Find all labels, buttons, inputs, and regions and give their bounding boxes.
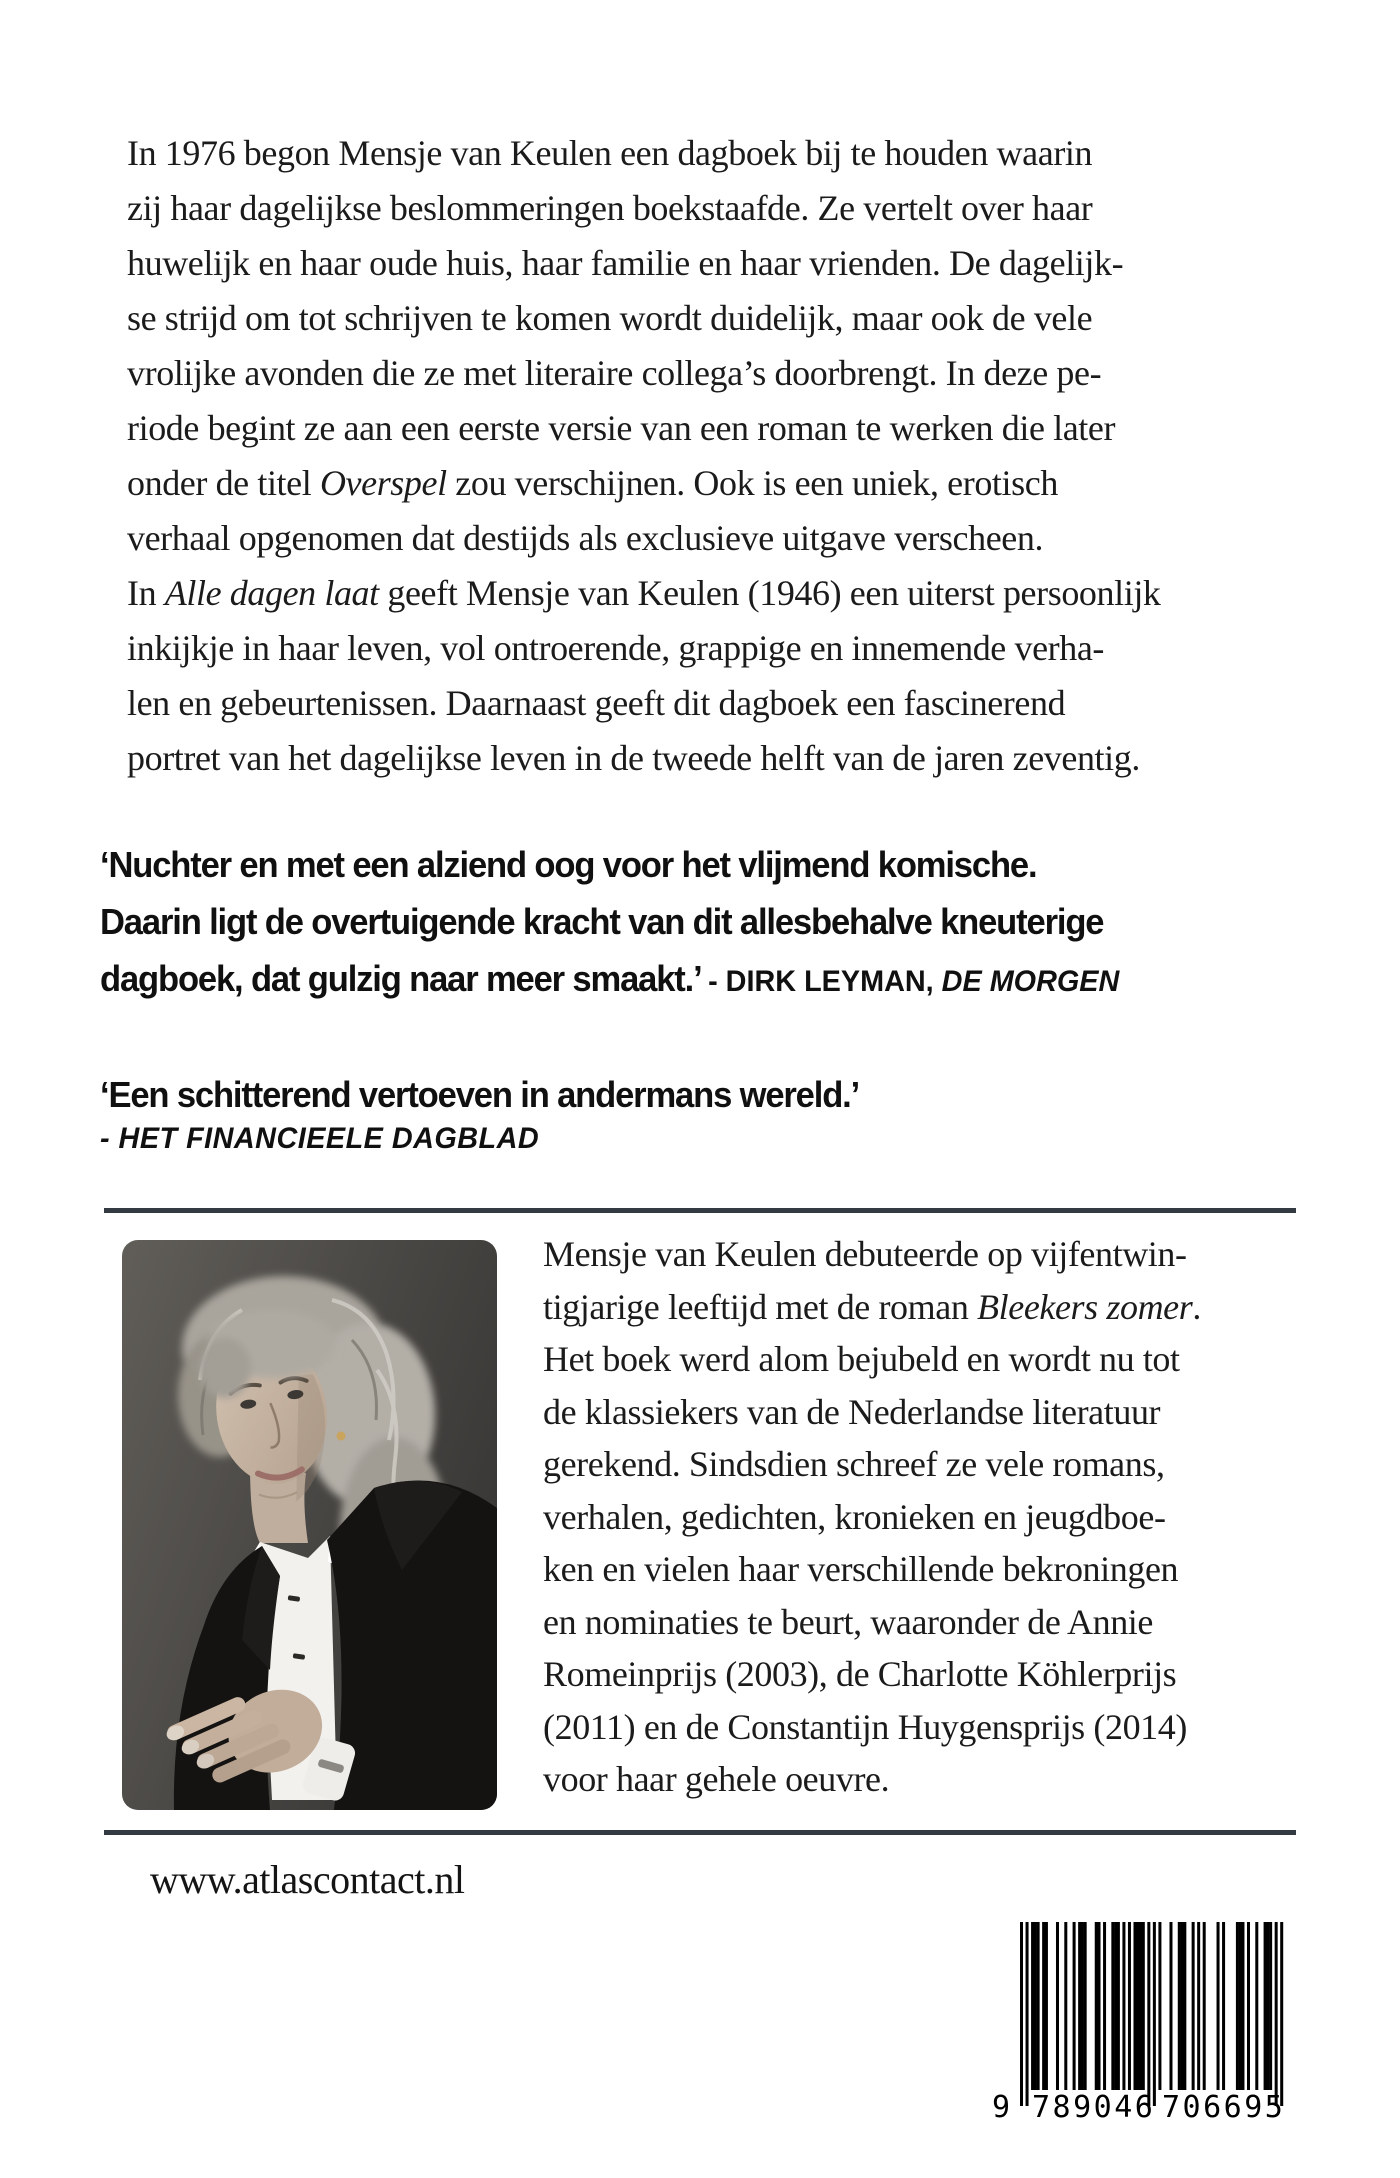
text-line: verhaal opgenomen dat destijds als exclusieve uitgave verscheen.	[127, 518, 1044, 558]
text-line: onder de titel Overspel zou verschijnen. Ook is een uniek, erotisch	[127, 463, 1058, 503]
text-line: Romeinprijs (2003), de Charlotte Köhlerprijs	[543, 1654, 1177, 1694]
author-photo	[122, 1240, 497, 1810]
press-quote-fd	[100, 1066, 859, 1123]
quote-line: Daarin ligt de overtuigende kracht van dit allesbehalve kneuterige	[100, 901, 1104, 942]
text-line: (2011) en de Constantijn Huygensprijs (2014)	[543, 1706, 1187, 1747]
text-line: gerekend. Sindsdien schreef ze vele romans,	[543, 1444, 1165, 1484]
isbn-barcode	[990, 1922, 1300, 2137]
text-line: voor haar gehele oeuvre.	[543, 1759, 890, 1799]
text-line: en nominaties te beurt, waaronder de Annie	[543, 1601, 1153, 1642]
press-quote-de-morgen	[100, 836, 1119, 1010]
blurb-text	[127, 126, 1161, 786]
text-line: huwelijk en haar oude huis, haar familie en haar vrienden. De dagelijk-	[127, 243, 1124, 283]
barcode-bars	[1020, 1922, 1290, 2112]
text-line: de klassiekers van de Nederlandse literatuur	[543, 1391, 1161, 1432]
author-bio	[543, 1228, 1201, 1806]
text-line: portret van het dagelijkse leven in de tweede helft van de jaren zeventig.	[127, 738, 1140, 778]
text-line: Mensje van Keulen debuteerde op vijfentwin-	[543, 1234, 1187, 1274]
text-line: tigjarige leeftijd met de roman Bleekers zomer.	[543, 1286, 1201, 1327]
barcode-digit-group: 706695	[1162, 2090, 1286, 2125]
text-line: se strijd om tot schrijven te komen wordt duidelijk, maar ook de vele	[127, 298, 1093, 338]
quote-attribution-name: - DIRK LEYMAN,	[708, 965, 942, 998]
quote-attribution-fd: - HET FINANCIEELE DAGBLAD	[100, 1122, 540, 1155]
divider-rule-bottom	[104, 1830, 1296, 1835]
text-line: ken en vielen haar verschillende bekroningen	[543, 1549, 1179, 1589]
text-line: verhalen, gedichten, kronieken en jeugdboe-	[543, 1496, 1166, 1537]
publisher-website: www.atlascontact.nl	[150, 1857, 465, 1902]
text-line: riode begint ze aan een eerste versie van een roman te werken die later	[127, 408, 1116, 448]
text-line: In 1976 begon Mensje van Keulen een dagboek bij te houden waarin	[127, 133, 1093, 173]
text-line: vrolijke avonden die ze met literaire collega’s doorbrengt. In deze pe-	[127, 353, 1102, 393]
quote-line: ‘Een schitterend vertoeven in andermans wereld.’	[100, 1074, 860, 1115]
text-line: Het boek werd alom bejubeld en wordt nu tot	[543, 1339, 1180, 1379]
text-line: zij haar dagelijkse beslommeringen boekstaafde. Ze vertelt over haar	[127, 188, 1093, 228]
quote-line-text: dagboek, dat gulzig naar meer smaakt.’	[100, 958, 709, 999]
barcode-digit-group: 9	[992, 2090, 1013, 2125]
quote-attribution-source: DE MORGEN	[941, 965, 1120, 998]
quote-line: ‘Nuchter en met een alziend oog voor het vlijmend komische.	[100, 844, 1037, 885]
text-line: len en gebeurtenissen. Daarnaast geeft dit dagboek een fascinerend	[127, 683, 1066, 723]
barcode-digit-group: 789046	[1032, 2090, 1156, 2125]
author-portrait-graphic	[122, 1240, 497, 1810]
text-line: In Alle dagen laat geeft Mensje van Keulen (1946) een uiterst persoonlijk	[127, 573, 1161, 613]
divider-rule-top	[104, 1208, 1296, 1213]
text-line: inkijkje in haar leven, vol ontroerende, grappige en innemende verha-	[127, 628, 1105, 668]
quote-line	[100, 950, 1119, 1010]
